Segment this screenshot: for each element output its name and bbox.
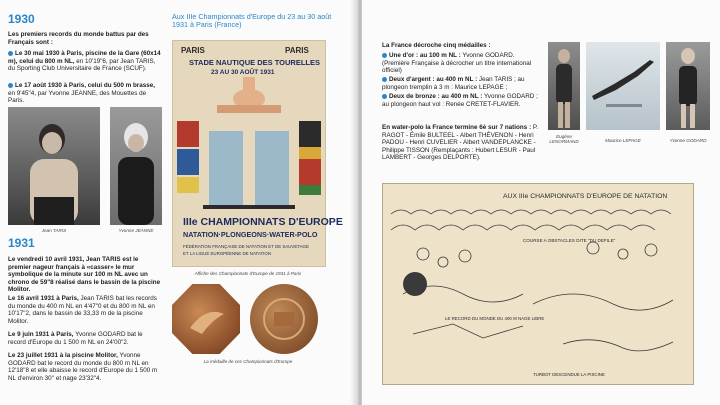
- poster-title: IIIe CHAMPIONNATS D'EUROPE: [183, 216, 343, 228]
- poster-top-right: PARIS: [285, 46, 309, 55]
- cartoon-note-1: COURSE A OBSTACLES DITE "DU DEFILE": [523, 238, 616, 243]
- right-page: [362, 0, 720, 405]
- bullet-icon: [382, 53, 387, 58]
- photo-eugene-lenormand: [548, 42, 580, 130]
- medal-silver-label: Deux d'argent : au 400 m NL :: [389, 76, 478, 83]
- caption-jean-taris: Jean TARIS: [41, 228, 67, 233]
- water-polo-team: P. RAGOT - Émile BULTEEL - Albert THÉVENON - Henri PADOU - Henri CUVELIER - Albert VANDEPLANCKE - Philippe TISSON (Remplaçants : Hubert LESUR - Paul LAMBERT - Georges DELPORTE).: [382, 124, 538, 162]
- bullet-icon: [8, 51, 13, 56]
- paragraph-1931-4: [8, 352, 162, 382]
- left-page: [0, 0, 358, 405]
- medals-intro: [382, 42, 540, 50]
- caption-yvonne-godard: Yvonne GODARD: [669, 138, 707, 143]
- intro-paragraph: [8, 31, 162, 46]
- water-polo-label: En water-polo la France termine 6è sur 7 nations :: [382, 124, 532, 131]
- cartoon-dark-blob: [403, 272, 427, 296]
- water-polo-paragraph: [382, 124, 540, 162]
- intro-text: Les premiers records du monde battus par des Français sont :: [8, 31, 149, 46]
- diver-silhouette-icon: [586, 42, 660, 130]
- medal-back: [250, 284, 318, 354]
- paragraph-text: Yvonne GODARD bat le record du monde du 800 m NL en 12'18"8 et elle abaisse le record d'Europe du 1 500 m NL d'environ 30'' et nage 23'32"4.: [8, 352, 158, 382]
- record-detail: en 10'19"6, par Jean TARIS, du Sporting Club Universitaire de France (SCUF).: [8, 57, 156, 73]
- year-heading-1930: 1930: [8, 12, 35, 26]
- poster-top-left: PARIS: [181, 46, 205, 55]
- paragraph-text: Jean TARIS bat les records du monde du 400 m NL en 4'47"0 et du 800 m NL en 10'17"2, dans le bassin de 33,33 m de la piscine Molitor.: [8, 295, 157, 325]
- medal-front: [172, 284, 240, 354]
- medal-gold: [382, 52, 540, 75]
- caption-yvonne-jeanne: Yvonne JEANNE: [118, 228, 154, 233]
- paragraph-text: Yvonne GODARD bat le record d'Europe du 1 500 m NL en 24'00"2.: [8, 331, 143, 346]
- bullet-icon: [382, 77, 387, 82]
- record-date: Le 30 mai 1930 à Paris, piscine de la Gare (60x14 m), celui du 800 m NL,: [8, 50, 161, 65]
- paragraph-date: Le 9 juin 1931 à Paris,: [8, 331, 74, 338]
- poster-subtitle: NATATION·PLONGEONS·WATER-POLO: [183, 230, 318, 239]
- swimmer-silhouette-icon: [548, 42, 580, 130]
- medal-gold-label: Une d'or : au 100 m NL :: [389, 52, 461, 59]
- caption-eugene-lenormand: Eugène LENORMAND: [549, 134, 579, 145]
- caption-poster: Affiche des Championnats d'Europe de 1931 à Paris: [194, 271, 302, 276]
- record-detail: en 9'45"4, par Yvonne JEANNE, des Mouettes de Paris.: [8, 89, 147, 105]
- paragraph-1931-1: [8, 256, 162, 294]
- medal-silver-detail: Jean TARIS ; au plongeon tremplin à 3 m : Maurice LEPAGE ;: [382, 76, 525, 91]
- photo-maurice-lepage: [586, 42, 660, 130]
- cartoon-note-3: TURBOT DESCENDUE LA PISCINE: [533, 372, 605, 377]
- record-1930-1: [8, 50, 162, 73]
- poster-organizer-1: FÉDÉRATION FRANÇAISE DE NATATION ET DE SAUVETAGE: [183, 244, 309, 249]
- swimmer-silhouette-icon: [666, 42, 710, 130]
- cartoon-title: AUX IIIe CHAMPIONNATS D'EUROPE DE NATATION: [503, 193, 668, 200]
- medals-intro-text: La France décroche cinq médailles :: [382, 42, 491, 49]
- photo-yvonne-godard: [666, 42, 710, 130]
- poster-arc-text: STADE NAUTIQUE DES TOURELLES: [189, 58, 320, 67]
- cartoon-note-2: LE RECORD DU MONDE DU 400 M NAGE LIBRE: [445, 316, 545, 321]
- medal-emblem-icon: [250, 284, 318, 354]
- championship-header: Aux IIIe Championnats d'Europe du 23 au 30 août 1931 à Paris (France): [172, 12, 332, 30]
- caption-maurice-lepage: Maurice LEPAGE: [605, 138, 641, 143]
- caption-medal: La médaille de ces Championnats d'Europe: [203, 359, 293, 364]
- medal-gold-detail: Yvonne GODARD. (Première Française à décrocher un titre international officiel): [382, 52, 532, 75]
- record-date: Le 17 août 1930 à Paris, celui du 500 m brasse,: [15, 82, 156, 89]
- paragraph-text: Le vendredi 10 avril 1931, Jean TARIS est le premier nageur français à «casser» le mur symbolique de la minute sur 100 m NL avec un chrono de 59"8 réalisé dans le bassin de la piscine Molitor.: [8, 256, 161, 294]
- poster-dates: 23 AU 30 AOÛT 1931: [211, 69, 275, 76]
- record-1930-2: [8, 82, 162, 105]
- photo-jean-taris: [8, 107, 100, 225]
- swimmer-silhouette-icon: [110, 107, 162, 225]
- medal-bronze-label: Deux de bronze : au 400 m NL :: [389, 93, 483, 100]
- medal-bronze: [382, 93, 540, 108]
- poster-organizer-2: ET LA LIGUE EUROPÉENNE DE NATATION: [183, 251, 271, 256]
- championship-poster: [172, 40, 343, 267]
- paragraph-date: Le 23 juillet 1931 à la piscine Molitor,: [8, 352, 118, 359]
- paragraph-1931-2: [8, 295, 162, 325]
- medal-silver: [382, 76, 540, 91]
- medal-bronze-detail: Yvonne GODARD ; au plongeon haut vol : Renée CRETET-FLAVIER.: [382, 93, 538, 108]
- paragraph-1931-3: [8, 331, 162, 346]
- cartoon-drawing: [383, 184, 693, 384]
- poster-artwork: [173, 41, 343, 266]
- year-heading-1931: 1931: [8, 236, 35, 250]
- photo-yvonne-jeanne: [110, 107, 162, 225]
- swimmer-silhouette-icon: [8, 107, 100, 225]
- bullet-icon: [382, 94, 387, 99]
- championship-cartoon: [382, 183, 694, 385]
- medal-swimmer-icon: [172, 284, 240, 354]
- bullet-icon: [8, 83, 13, 88]
- paragraph-date: Le 16 avril 1931 à Paris,: [8, 295, 79, 302]
